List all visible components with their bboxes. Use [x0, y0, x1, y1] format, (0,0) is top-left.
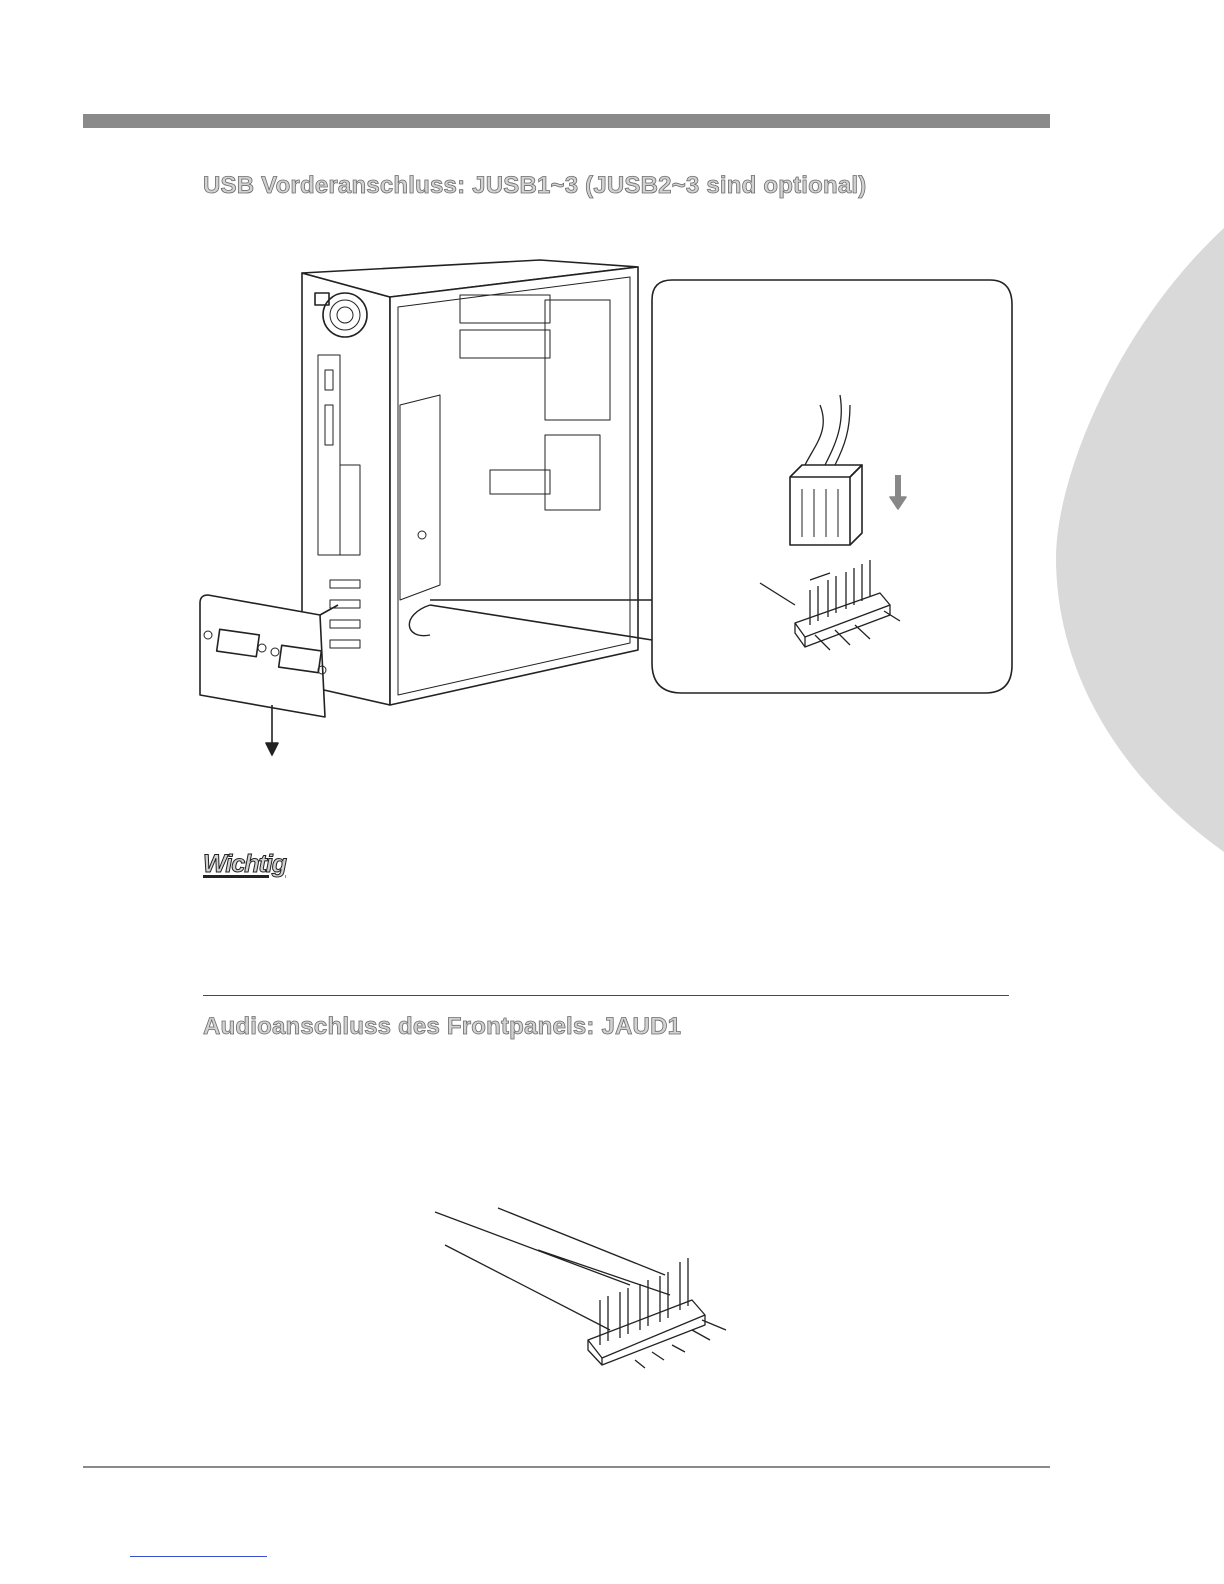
important-label: Wichtig	[203, 850, 287, 878]
footer-link-underline[interactable]	[130, 1556, 267, 1557]
top-bar	[83, 114, 1050, 128]
usb-heading: USB Vorderanschluss: JUSB1~3 (JUSB2~3 sind optional)	[203, 172, 867, 199]
usb-header-plug	[790, 477, 850, 545]
audio-header-base	[588, 1300, 705, 1358]
case-side	[390, 267, 638, 705]
bottom-rule	[83, 1466, 1050, 1468]
page-side-tab	[1056, 228, 1224, 852]
audio-heading: Audioanschluss des Frontpanels: JAUD1	[203, 1013, 682, 1040]
usb-installation-figure	[190, 255, 1020, 765]
jaud1-pin-header-figure	[430, 1200, 740, 1380]
front-panel-zoom	[200, 595, 325, 717]
section-divider	[203, 995, 1009, 996]
